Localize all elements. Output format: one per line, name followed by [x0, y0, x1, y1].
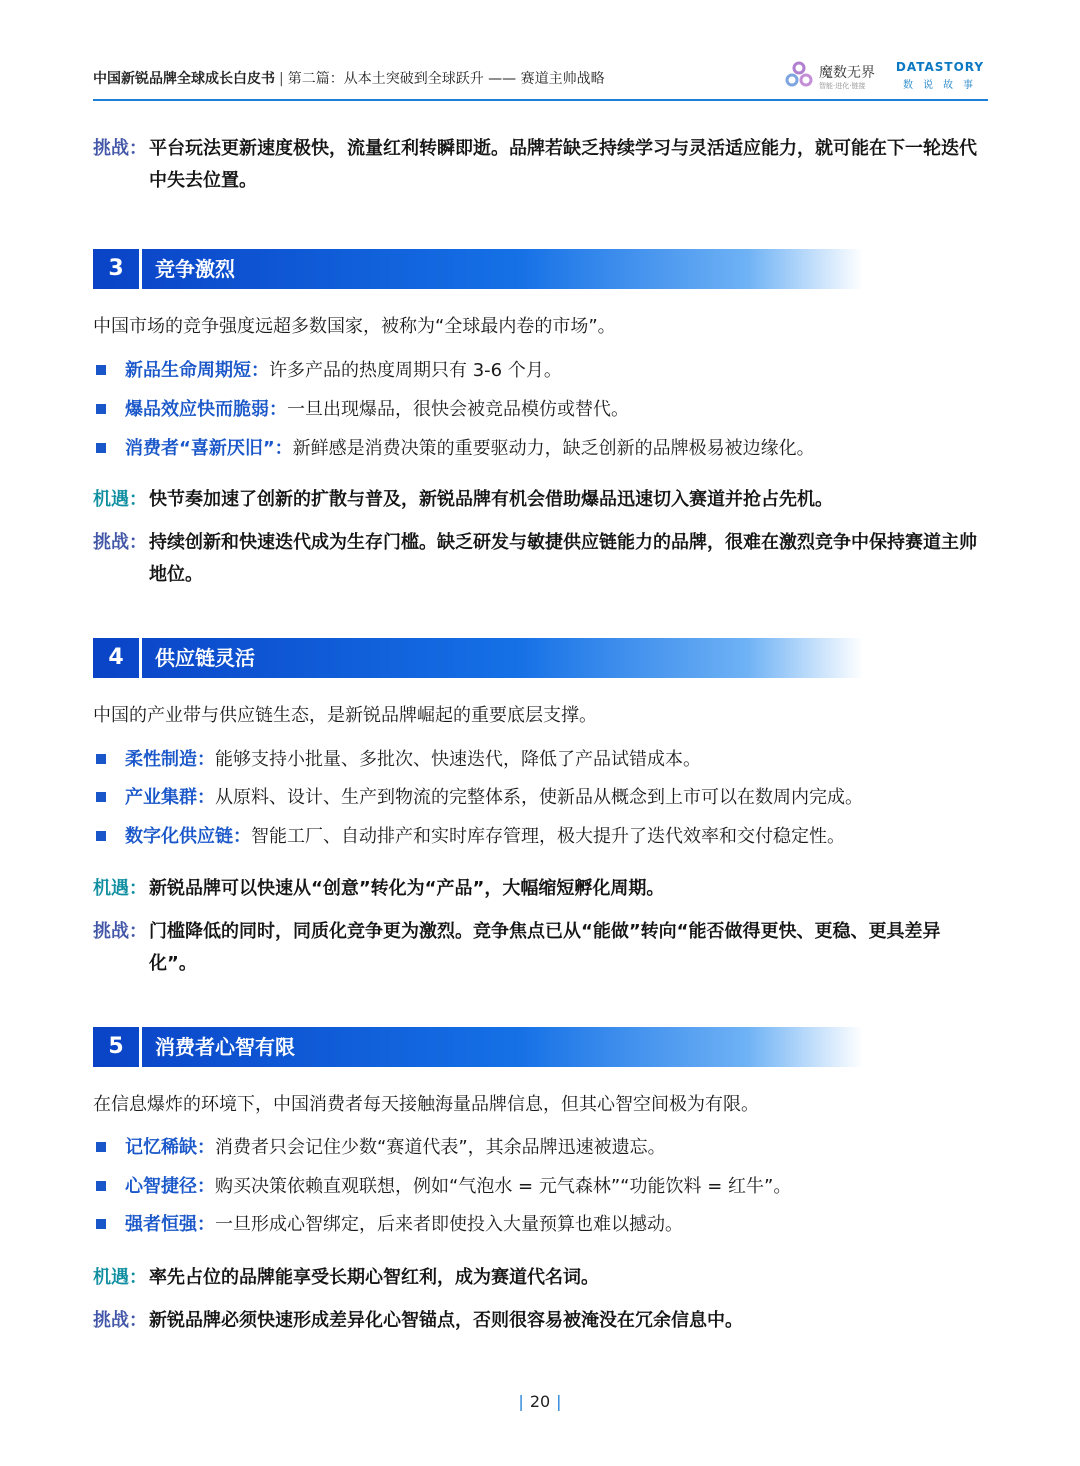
section-title: 竞争激烈: [155, 257, 235, 281]
bullet-square-icon: [96, 1142, 106, 1152]
bullet-label: 消费者“喜新厌旧”：: [125, 438, 293, 459]
section-intro: 中国市场的竞争强度远超多数国家，被称为“全球最内卷的市场”。: [93, 316, 616, 337]
bullet-square-icon: [96, 754, 106, 764]
challenge-text: 持续创新和快速迭代成为生存门槛。缺乏研发与敏捷供应链能力的品牌，很难在激烈竞争中保持赛道主帅地位。: [149, 532, 977, 585]
bullet-label: 新品生命周期短：: [125, 360, 269, 381]
bullet-label: 爆品效应快而脆弱：: [125, 399, 287, 420]
bullet-label: 记忆稀缺：: [125, 1137, 215, 1158]
section-title: 消费者心智有限: [155, 1035, 295, 1059]
mofang-logo-icon: [783, 60, 815, 92]
challenge-text: 门槛降低的同时，同质化竞争更为激烈。竞争焦点已从“能做”转向“能否做得更快、更稳、更具差异化”。: [149, 921, 941, 974]
datastory-logo-cn: 数说故事: [903, 80, 983, 91]
mofang-logo-name: 魔数无界: [819, 65, 875, 81]
challenge-paragraph: [93, 916, 988, 980]
bullet-text: 智能工厂、自动排产和实时库存管理，极大提升了迭代效率和交付稳定性。: [251, 826, 845, 847]
bullet-item: [93, 1174, 791, 1200]
opportunity-label: 机遇：: [93, 489, 147, 510]
bullet-label: 柔性制造：: [125, 749, 215, 770]
bullet-square-icon: [96, 831, 106, 841]
challenge-label: 挑战：: [93, 921, 147, 942]
intro-challenge: [93, 133, 988, 197]
bullet-square-icon: [96, 792, 106, 802]
challenge-text: 平台玩法更新速度极快，流量红利转瞬即逝。品牌若缺乏持续学习与灵活适应能力，就可能在下一轮迭代中失去位置。: [149, 138, 977, 191]
bullet-text: 消费者只会记住少数“赛道代表”，其余品牌迅速被遗忘。: [215, 1137, 666, 1158]
section-number: 5: [108, 1034, 124, 1059]
bullet-item: [93, 747, 701, 773]
bullet-item: [93, 397, 629, 423]
mofang-logo-slogan: 智能·进化·链接: [819, 82, 866, 90]
opportunity-paragraph: [93, 1262, 988, 1294]
opportunity-text: 率先占位的品牌能享受长期心智红利，成为赛道代名词。: [149, 1267, 599, 1288]
page-number-bar-right: |: [556, 1392, 562, 1411]
datastory-logo-name: DATASTORY: [895, 60, 985, 74]
bullet-label: 产业集群：: [125, 787, 215, 808]
bullet-label: 数字化供应链：: [125, 826, 251, 847]
opportunity-text: 新锐品牌可以快速从“创意”转化为“产品”，大幅缩短孵化周期。: [149, 878, 665, 899]
section-header-5: [93, 1027, 863, 1067]
challenge-text: 新锐品牌必须快速形成差异化心智锚点，否则很容易被淹没在冗余信息中。: [149, 1310, 743, 1331]
bullet-label: 心智捷径：: [125, 1176, 215, 1197]
section-divider: [139, 638, 142, 678]
section-header-4: [93, 638, 863, 678]
bullet-text: 新鲜感是消费决策的重要驱动力，缺乏创新的品牌极易被边缘化。: [292, 438, 815, 459]
bullet-text: 一旦出现爆品，很快会被竞品模仿或替代。: [287, 399, 629, 420]
bullet-text: 能够支持小批量、多批次、快速迭代，降低了产品试错成本。: [215, 749, 701, 770]
section-number: 3: [108, 256, 124, 281]
section-divider: [139, 249, 142, 289]
bullet-item: [93, 358, 562, 384]
section-intro: 中国的产业带与供应链生态，是新锐品牌崛起的重要底层支撑。: [93, 705, 597, 726]
header-title-sub: 第二篇：从本土突破到全球跃升 —— 赛道主帅战略: [287, 71, 605, 87]
datastory-logo: [892, 60, 988, 94]
opportunity-label: 机遇：: [93, 1267, 147, 1288]
section-title: 供应链灵活: [155, 646, 255, 670]
challenge-label: 挑战：: [93, 138, 147, 159]
opportunity-text: 快节奏加速了创新的扩散与普及，新锐品牌有机会借助爆品迅速切入赛道并抢占先机。: [149, 489, 833, 510]
section-intro: 在信息爆炸的环境下，中国消费者每天接触海量品牌信息，但其心智空间极为有限。: [93, 1094, 759, 1115]
page-header: [93, 56, 988, 101]
page-number-bar-left: |: [518, 1392, 524, 1411]
bullet-square-icon: [96, 1181, 106, 1191]
opportunity-label: 机遇：: [93, 878, 147, 899]
challenge-label: 挑战：: [93, 1310, 147, 1331]
page-number-value: 20: [529, 1392, 551, 1411]
bullet-item: [93, 1212, 683, 1238]
bullet-label: 强者恒强：: [125, 1214, 215, 1235]
page-number: [0, 1392, 1080, 1411]
bullet-item: [93, 1135, 666, 1161]
bullet-text: 许多产品的热度周期只有 3-6 个月。: [269, 360, 562, 381]
bullet-text: 一旦形成心智绑定，后来者即使投入大量预算也难以撼动。: [215, 1214, 683, 1235]
bullet-text: 购买决策依赖直观联想，例如“气泡水 = 元气森林”“功能饮料 = 红牛”。: [215, 1176, 792, 1197]
header-separator: |: [279, 71, 284, 87]
bullet-item: [93, 785, 863, 811]
bullet-square-icon: [96, 1219, 106, 1229]
section-header-3: [93, 249, 863, 289]
bullet-square-icon: [96, 443, 106, 453]
header-title: [93, 68, 605, 88]
challenge-paragraph: [93, 1305, 988, 1337]
bullet-square-icon: [96, 404, 106, 414]
bullet-square-icon: [96, 365, 106, 375]
opportunity-paragraph: [93, 484, 988, 516]
challenge-label: 挑战：: [93, 532, 147, 553]
opportunity-paragraph: [93, 873, 988, 905]
section-divider: [139, 1027, 142, 1067]
header-title-main: 中国新锐品牌全球成长白皮书: [93, 71, 275, 87]
mofang-logo: [783, 60, 883, 94]
challenge-paragraph: [93, 527, 988, 591]
bullet-text: 从原料、设计、生产到物流的完整体系，使新品从概念到上市可以在数周内完成。: [215, 787, 863, 808]
section-number: 4: [108, 645, 124, 670]
bullet-item: [93, 824, 845, 850]
bullet-item: [93, 436, 815, 462]
